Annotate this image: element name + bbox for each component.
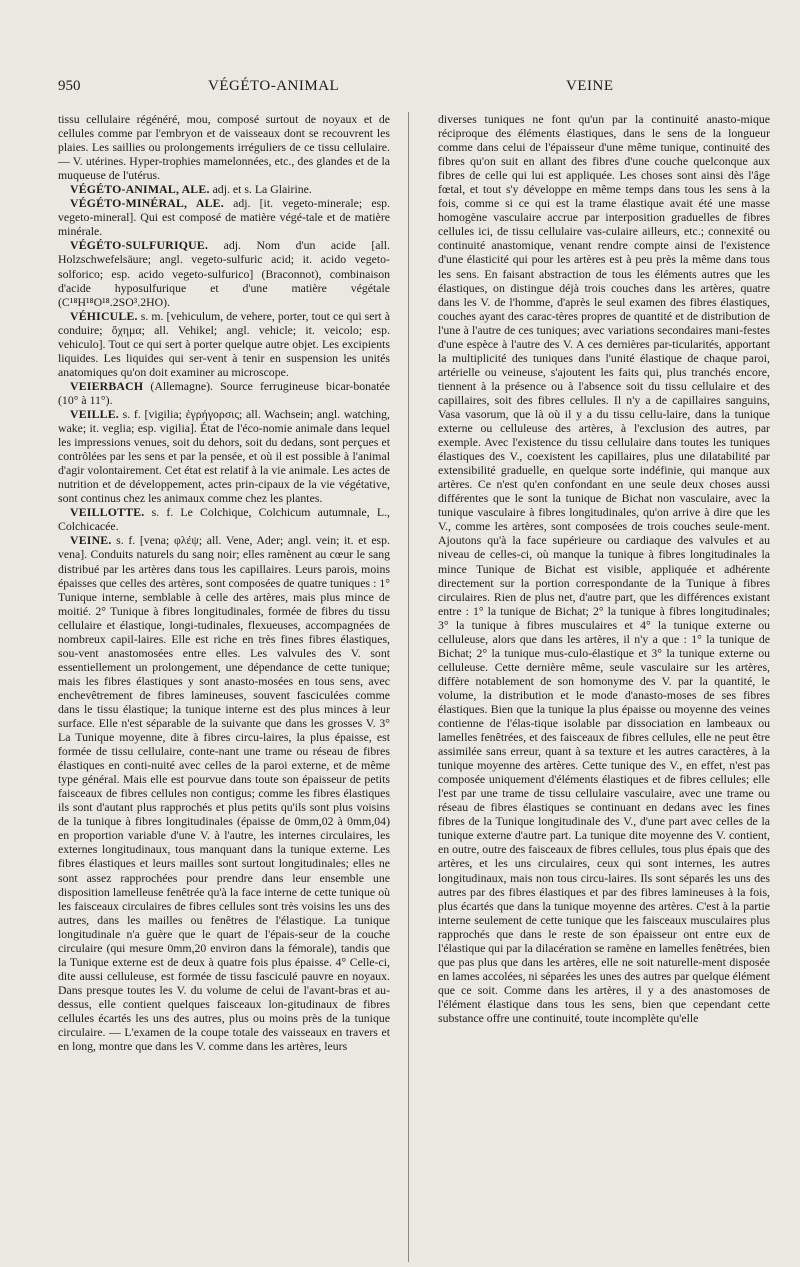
running-head-right: VEINE [566, 78, 614, 94]
column-divider [408, 112, 409, 1262]
entry-text: s. f. Le Colchique, Colchicum autumnale, L., Colchicacée. [58, 505, 390, 534]
entry-headword: VÉGÉTO-MINÉRAL, ALE. [70, 196, 224, 211]
entry-headword: VEIERBACH [70, 378, 144, 393]
dictionary-entry [438, 112, 770, 1025]
right-column [438, 112, 770, 1262]
running-head-left: VÉGÉTO-ANIMAL [208, 78, 340, 94]
dictionary-entry [58, 505, 390, 533]
entry-headword: VÉGÉTO-ANIMAL, ALE. [70, 182, 210, 197]
entry-text: tissu cellulaire régénéré, mou, composé surtout de noyaux et de cellules comme par l'embryon et de vaisseaux dont se recouvrent les plaies. Les saillies ou prolongements irréguliers de ce tissu cellulaire. — V. utérines. Hyper-trophies mamelonnées, etc., des glandes et de la muqueuse de l'utérus. [58, 112, 390, 183]
entry-headword: VEILLE. [70, 406, 119, 421]
dictionary-entry [58, 112, 390, 182]
entry-text: diverses tuniques ne font qu'un par la continuité anasto-mique réciproque des éléments élastiques, dans le sens de la longueur comme dans celui de l'épaisseur d'une même tunique, continuité des fibres qu'on suit en allant des fibres d'une couche quelconque aux fibres de celle qui lui est appliquée. Les choses sont ainsi dès l'âge fœtal, et tout s'y développe en même temps dans tous les sens à la fois, comme si ce qui est la trame élastique avait été une masse homogène vasculaire accrue par interposition graduelles de fibres cellules ici, de tissu cellulaire vas-culaire ailleurs, etc.; connexité ou continuité anastomique, venant rendre compte ainsi de l'existence d'une élasticité qui pour les artères est à peu près la même dans tous les sens. En faisant abstraction de tous les éléments autres que les élastiques, on distingue déjà trois couches dans les artères, quatre dans les V. de l'homme, d'après le seul examen des fibres élastiques, couches ayant des carac-tères propres de quantité et de distribution de l'une à l'autre de ces tuniques; avec variations secondaires mani-festes d'une espèce à l'autre des V. A ces dernières par-ticularités, apportant la multiplicité des tuniques dans l'unité élastique de chaque paroi, artérielle ou veineuse, s'ajoutent les faits qui, plus tranchés encore, tiennent à la présence ou à l'absence soit du tissu cellulaire et des capillaires, soit des fibres cellules. Il n'y a de capillaires sanguins, Vasa vasorum, que là où il y a du tissu cellu-laire, dans la tunique externe ou celluleuse des artères, à l'exclusion des autres, par exemple. Avec l'existence du tissu cellulaire dans toutes les tuniques élastiques des V., coexistent les capillaires, plus une dilatabilité par extensibilité graduelle, en quelque sorte indéfinie, qui manque aux artères. Ce n'est qu'en confondant en une seule deux choses aussi différentes que le sont la tunique de Bichat non vasculaire, avec la tunique vasculaire à fibres longitudinales, qu'on arrive à dire que les V., comme les artères, sont composées de trois couches seule-ment. Ajoutons qu'à la face supérieure ou cardiaque des valvules et au niveau de celles-ci, où manque la tunique à fibres longitudinales la mince Tunique de Bichat est visible, appliquée et adhérente directement sur la portion correspondante de la Tunique à fibres circulaires. Rien de plus net, d'autre part, que les différences existant entre : 1° la tunique de Bichat; 2° la tunique à fibres longitudinales; 3° la tunique à fibres musculaires et 4° la tunique externe ou celluleuse, alors que dans les artères, il n'y a que : 1° la tunique de Bichat; 2° la tunique mus-culo-élastique et 3° la tunique externe ou celluleuse. Cette dernière même, seule vasculaire sur les artères, diffère notablement de son homonyme des V. par la quantité, le volume, la distribution et le mode d'anasto-moses de ses fibres élastiques. Bien que la tunique la plus épaisse ou moyenne des veines contienne de l'élas-tique isolable par dissociation en lambeaux ou lamelles fenêtrées, et des faisceaux de fibres cellules, elle ne peut être assimilée sans erreur, quant à sa texture et les autres caractères, à la tunique moyenne des artères. Cette tunique des V., en effet, n'est pas composée uniquement d'éléments élastiques et de fibres cellules; elle l'est par une trame de tissu cellulaire vasculaire, avec une trame ou réseau de fibres élastiques se continuant en dedans avec les fines fibres de la Tunique longitudinale des V., d'une part avec celles de la tunique externe d'autre part. La tunique dite moyenne des V. contient, en outre, outre des faisceaux de fibres cellules, tous plus épais que des artères, et les uns circulaires, ceux qui sont internes, les autres longitudinaux, mais non tous circu-laires. Ils sont séparés les uns des autres par des fibres élastiques et par des fibres lamineuses à la fois, plus écartés que dans la tunique moyenne des artères. C'est à la partie interne seulement de cette tunique que les faisceaux musculaires plus rapprochés que dans le reste de son épaisseur ont entre eux de l'élastique qui par la dilacération se ramène en lamelles fenêtrées, bien que pas plus que dans les artères, elle ne soit naturelle-ment disposée en lames accolées, ni séparées les unes des autres par quelque élément que ce soit. Comme dans les artères, il y a des anastomoses de l'élément élastique dans tous les sens, bien que cependant cette substance offre une continuité, toute incomplète qu'elle [438, 112, 770, 1025]
entry-headword: VEINE. [70, 533, 112, 548]
entry-text: s. f. [vena; φλέψ; all. Vene, Ader; angl. vein; it. et esp. vena]. Conduits naturels du sang noir; elles ramènent au cœur le sang distribué par les artères dans tous les capillaires. Leurs parois, moins épaisses que celles des artères, sont composées de quatre tuniques : 1° Tunique interne, semblable à celle des artères, mais plus mince de moitié. 2° Tunique à fibres longitudinales, formée de fibres du tissu cellulaire et élastique, longi-tudinales, flexueuses, accompagnées de nombreux capil-laires. Elle est riche en très fines fibres élastiques, sou-vent anastomosées entre elles. Les valvules des V. sont essentiellement un prolongement, une dépendance de cette tunique; mais les fibres élastiques y sont anasto-mosées en tous sens, avec enchevêtrement de fibres lamineuses, souvent fasciculées comme dans le tissu élastique; la tunique interne est des plus minces à leur surface. Elle n'est séparable de la suivante que dans les grosses V. 3° La Tunique moyenne, dite à fibres circu-laires, la plus épaisse, est formée de tissu cellulaire, conte-nant une trame ou réseau de fibres élastiques en conti-nuité avec celles de la paroi externe, et de même type général. Mais elle est pourvue dans toute son épaisseur de petits faisceaux de fibres cellules non contigus; comme les fibres élastiques ils sont d'autant plus rapprochés et plus petits qu'ils sont plus voisins de la tunique à fibres longitudinales (épaisse de 0mm,02 à 0mm,04) en proportion variable d'une V. à l'autre, les internes circulaires, les externes longitudinaux, tous manquant dans la tunique externe. Les fibres élastiques et leurs mailles sont surtout longitudinales; elles ne sont assez rapprochées pour prendre dans leur ensemble une disposition lamelleuse fenêtrée qu'à la face interne de cette tunique où les faisceaux circulaires de fibres cellules sont très voisins les uns des autres, dans les mailles ou fenêtres de l'élastique. La tunique longitudinale n'a guère que le quart de l'épais-seur de la couche circulaire (qui mesure 0mm,20 environ dans la fémorale), tandis que la Tunique externe est de deux à quatre fois plus épaisse. 4° Celle-ci, dite aussi celluleuse, est formée de tissu fasciculé pauvre en noyaux. Dans presque toutes les V. du volume de celui de l'avant-bras et au-dessus, elle contient quelques faisceaux lon-gitudinaux de fibres cellules écartés les uns des autres, plus ou moins près de la tunique circulaire. — L'examen de la coupe totale des vaisseaux en travers et en long, montre que dans les V. comme dans les artères, leurs [58, 533, 390, 1054]
entry-headword: VEILLOTTE. [70, 505, 145, 520]
dictionary-entry [58, 379, 390, 407]
entry-text: adj. [it. vegeto-minerale; esp. vegeto-mineral]. Qui est composé de matière végé-tale et de matière minérale. [58, 196, 390, 239]
entry-text: adj. Nom d'un acide [all. Holzschwefelsäure; angl. vegeto-sulfuric acid; it. acido vegeto-solforico; esp. acido vegeto-sulfurico] (Braconnot), combinaison d'acide hyposulfurique et d'une matière végétale (C¹⁸H¹⁸O¹⁸.2SO³.2HO). [58, 238, 390, 309]
entry-text: adj. et s. La Glairine. [212, 182, 312, 197]
entry-text: (Allemagne). Source ferrugineuse bicar-bonatée (10° à 11°). [58, 378, 390, 407]
entry-text: s. f. [vigilia; ἐγρήγορσις; all. Wachsein; angl. watching, wake; it. veglia; esp. vigilia]. État de l'éco-nomie animale dans lequel les impressions venues, soit du dehors, soit du dedans, sont perçues et contrôlées par les sens et par la pensée, et où il est possible à l'animal d'agir volontairement. Cet état est relatif à la vie animale. Les actes de nutrition et de développement, actes prin-cipaux de la vie végétative, sont continus chez les animaux comme chez les plantes. [58, 406, 390, 506]
dictionary-entry [58, 238, 390, 308]
page-number: 950 [58, 78, 81, 94]
dictionary-entry [58, 196, 390, 238]
dictionary-entry [58, 182, 390, 196]
left-column [58, 112, 390, 1262]
entry-headword: VÉGÉTO-SULFURIQUE. [70, 238, 209, 253]
dictionary-entry [58, 533, 390, 1053]
entry-headword: VÉHICULE. [70, 308, 138, 323]
entry-text: s. m. [vehiculum, de vehere, porter, tout ce qui sert à conduire; ὄχημα; all. Vehikel; angl. vehicle; it. veicolo; esp. vehiculo]. Tout ce qui sert à porter quelque autre objet. Les excipients liquides. Les liquides qui ser-vent à tenir en suspension les unités anatomiques qu'on doit examiner au microscope. [58, 308, 390, 379]
dictionary-entry [58, 309, 390, 379]
page-header [58, 78, 772, 100]
dictionary-entry [58, 407, 390, 505]
